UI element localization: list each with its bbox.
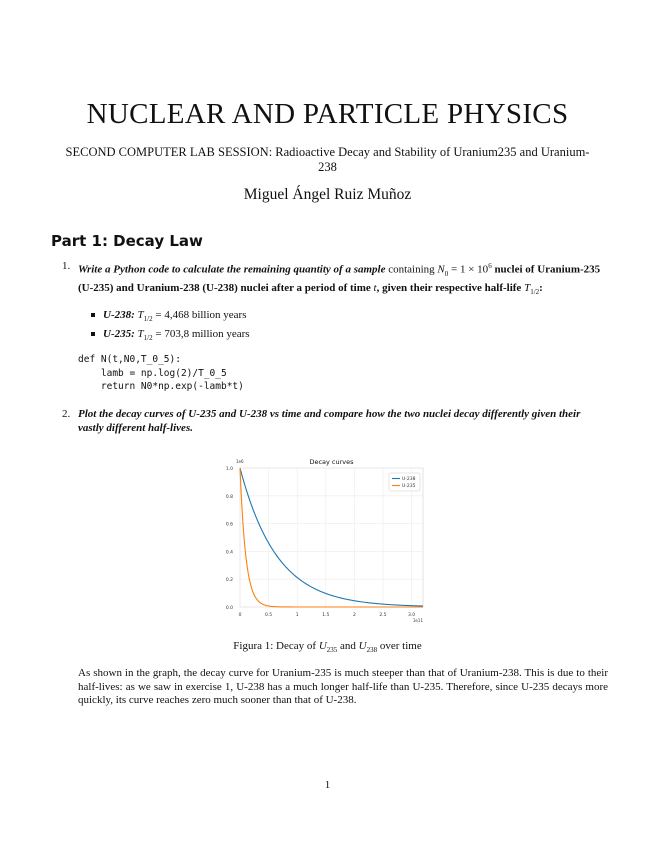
x-tick-label: 1.5 [322, 613, 330, 618]
bullet-value: = 703,8 million years [152, 328, 250, 340]
y-tick-label: 1.0 [225, 467, 233, 472]
legend-label: U-238 [402, 477, 416, 483]
code-line: lamb = np.log(2)/T_0_5 [78, 367, 227, 379]
document-subtitle: SECOND COMPUTER LAB SESSION: Radioactive Decay and Stability of Uranium235 and Uranium-238 [65, 145, 590, 174]
y-tick-label: 0.0 [225, 606, 233, 611]
n0-equation: = 1 × 10 [448, 263, 489, 276]
x-tick-label: 2 [352, 613, 356, 618]
question-1-text-b: nuclei of Uranium-235 (U-235) and Uranium-238 (U-238) nuclei after a period of time [78, 263, 601, 294]
y-tick-label: 0.8 [225, 494, 233, 500]
question-1-text-c: , given their respective half-life [376, 281, 525, 294]
half-life-symbol: T [524, 281, 531, 294]
code-block [78, 353, 244, 394]
x-offset-label: 1e11 [412, 618, 423, 623]
question-2-text: Plot the decay curves of U-235 and U-238 vs time and compare how the two nuclei decay differently given their vastly different half-lives. [78, 408, 581, 434]
x-tick-label: 2.5 [379, 613, 387, 618]
bullet-symbol: T [137, 309, 144, 321]
caption-suffix: over time [377, 640, 422, 652]
question-2 [62, 407, 607, 435]
y-tick-label: 0.2 [225, 578, 233, 584]
bullet-label: U-235: [103, 328, 135, 340]
bullet-value: = 4,468 billion years [152, 309, 247, 321]
code-line: return N0*np.exp(-lamb*t) [78, 381, 244, 392]
section-heading: Part 1: Decay Law [51, 232, 203, 250]
x-tick-label: 1 [295, 613, 299, 618]
caption-mid: and [337, 640, 359, 652]
page-number: 1 [324, 779, 331, 791]
y-tick-label: 0.4 [225, 550, 233, 556]
x-tick-label: 0 [238, 613, 242, 618]
n0-symbol: N [437, 263, 445, 276]
question-2-number: 2. [62, 408, 71, 420]
y-tick-label: 0.6 [225, 522, 233, 528]
n0-subscript: 0 [444, 269, 449, 278]
legend-label: U-235 [402, 484, 416, 490]
bullet-square-icon [91, 332, 95, 336]
bullet-symbol: T [137, 328, 144, 340]
x-tick-label: 3.0 [407, 613, 416, 618]
question-1 [62, 259, 607, 299]
code-line: def N(t,N0,T_0_5): [78, 354, 181, 365]
half-life-list [91, 308, 250, 346]
y-offset-label: 1e6 [236, 459, 244, 464]
question-1-text [78, 259, 607, 299]
question-1-text-a: containing [385, 263, 438, 276]
figure-caption [0, 640, 655, 654]
document-title: NUCLEAR AND PARTICLE PHYSICS [86, 98, 569, 130]
caption-prefix: Figura 1: Decay of [233, 640, 319, 652]
bullet-subscript: 1/2 [143, 315, 153, 324]
caption-u235-symbol: U [318, 640, 327, 652]
discussion-paragraph: As shown in the graph, the decay curve for Uranium-235 is much steeper than that of Uranium-238. This is due to their half-lives: as we saw in exercise 1, U-238 has a much longer half-life than U-235. Therefore, since U-235 decays more quickly, its curve reaches zero much sooner than that of U-238. [78, 667, 608, 706]
caption-u238-symbol: U [358, 640, 367, 652]
bullet-subscript: 1/2 [143, 334, 153, 343]
bullet-label: U-238: [103, 309, 135, 321]
question-1-number: 1. [62, 260, 71, 272]
chart-title: Decay curves [309, 458, 354, 466]
caption-u235-subscript: 235 [326, 646, 338, 655]
caption-u238-subscript: 238 [366, 646, 378, 655]
list-item [91, 308, 250, 327]
document-author: Miguel Ángel Ruiz Muñoz [243, 186, 412, 203]
x-tick-label: 0.5 [265, 613, 273, 618]
decay-chart [225, 455, 435, 630]
t-symbol: t [373, 281, 377, 294]
half-life-subscript: 1/2 [530, 288, 540, 297]
question-1-text-d: : [539, 281, 543, 294]
list-item [91, 327, 250, 346]
n0-exponent: 6 [488, 262, 492, 270]
bullet-square-icon [91, 313, 95, 317]
question-1-lead: Write a Python code to calculate the remaining quantity of a sample [78, 263, 386, 276]
